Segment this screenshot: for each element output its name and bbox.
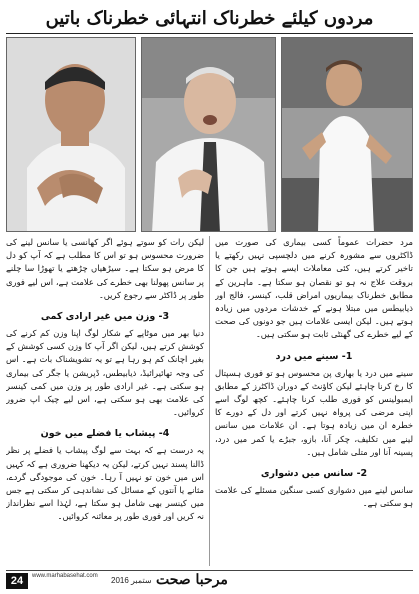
paragraph: یہ درست ہے کہ بہت سے لوگ پیشاب یا فضلے پر نظر ڈالنا پسند نہیں کرتے، لیکن یہ دیکھنا ضروری ہے کہ کہیں اس میں خون تو نہیں آ رہا۔ خون کی موجودگی گردے، مثانے یا آنتوں کے مسائل کی نشاندہی کر سکتی ہے جس میں کینسر بھی شامل ہو سکتا ہے، لہٰذا اسے نظرانداز نہ کریں اور فوری طور پر معائنہ کروائیں۔ — [6, 445, 204, 522]
article-title: مردوں کیلئے خطرناک انتہائی خطرناک باتیں — [45, 8, 374, 29]
paragraph: سینے میں درد یا بھاری پن محسوس ہو تو فوری ہسپتال کا رخ کرنا چاہئے لیکن کاؤنٹ کے دوران ڈاکٹرز کے مطابق ایمبولینس کو فوری طلب کرنا چاہئے۔ کچھ لوگ اسے اپنی مرضی کی پرواہ نہیں کرتے اور دل کے دورے کا خطرہ ان میں زیادہ ہوتا ہے۔ ان علامات میں سانس لینے میں تکلیف، چکر آنا، بازو، جبڑے یا کمر میں درد، پسینہ آنا اور متلی شامل ہیں۔ — [215, 367, 413, 457]
column-divider — [209, 236, 210, 566]
section-heading: 2- سانس میں دشواری — [260, 468, 368, 480]
article-column-left — [6, 236, 204, 566]
section-heading: 4- پیشاب یا فضلے میں خون — [40, 428, 170, 440]
section-heading: 1- سینے میں درد — [275, 350, 353, 362]
paragraph: دنیا بھر میں موٹاپے کے شکار لوگ اپنا وزن کم کرنے کی کوشش کرتے ہیں، لیکن اگر آپ کا وزن کسی کوشش کے بغیر اچانک کم ہو رہا ہے تو یہ تشویشناک بات ہے۔ اس کی وجہ تھائیرائیڈ، ذیابیطس، ڈپریشن یا جگر کی بیماری ہو سکتی ہے۔ غیر ارادی طور پر وزن میں کمی کینسر کی علامت بھی ہو سکتی ہے، اس لیے چیک اپ ضرور کروائیں۔ — [6, 328, 204, 418]
paragraph: لیکن رات کو سوتے ہوئے اگر کھانسی یا سانس لینے کی ضرورت محسوس ہو تو اس کا مطلب ہے کہ آپ کو دل کا مرض ہو سکتا ہے۔ سیڑھیاں چڑھتے یا تھوڑا سا چلنے پر سانس پھولنا بھی خطرے کی علامت ہے، اس لیے فوری طور پر ڈاکٹر سے رجوع کریں۔ — [6, 237, 204, 300]
issue-month: ستمبر 2016 — [111, 576, 152, 585]
article-body — [6, 236, 413, 566]
paragraph: سانس لینے میں دشواری کسی سنگین مسئلے کی علامت ہو سکتی ہے۔ — [215, 485, 413, 509]
magazine-name: مرحبا صحت — [156, 572, 228, 588]
photo-strip — [6, 37, 413, 232]
page-footer — [6, 570, 413, 591]
photo-man-shirt-tie — [141, 37, 276, 232]
photo-man-chest-pain — [6, 37, 136, 232]
photo-runner — [281, 37, 413, 232]
article-column-right — [215, 236, 413, 566]
article-header — [6, 6, 413, 34]
website-url[interactable]: www.marhabasehat.com — [32, 573, 98, 579]
man-tie-illustration — [142, 38, 276, 232]
paragraph: مرد حضرات عموماً کسی بیماری کی صورت میں ڈاکٹروں سے مشورہ کرنے میں دلچسپی نہیں رکھتے یا تاخیر کرتے ہیں، کئی معاملات ایسے ہوتے ہیں جن کا بروقت علاج نہ ہو تو نقصان ہو سکتا ہے۔ ماہرین کے مطابق خطرناک بیماریوں امراض قلب، کینسر، فالج اور ذیابیطس میں مبتلا ہونے کے خدشات مردوں میں زیادہ ہوتے ہیں۔ لیکن ایسی علامات ہیں جو دونوں کی صحت کے لیے خطرے کی گھنٹی ثابت ہو سکتی ہیں۔ — [215, 237, 413, 340]
section-heading: 3- وزن میں غیر ارادی کمی — [40, 311, 170, 323]
man-chest-pain-illustration — [7, 38, 136, 232]
runner-illustration — [282, 38, 413, 232]
page-number: 24 — [6, 573, 28, 589]
